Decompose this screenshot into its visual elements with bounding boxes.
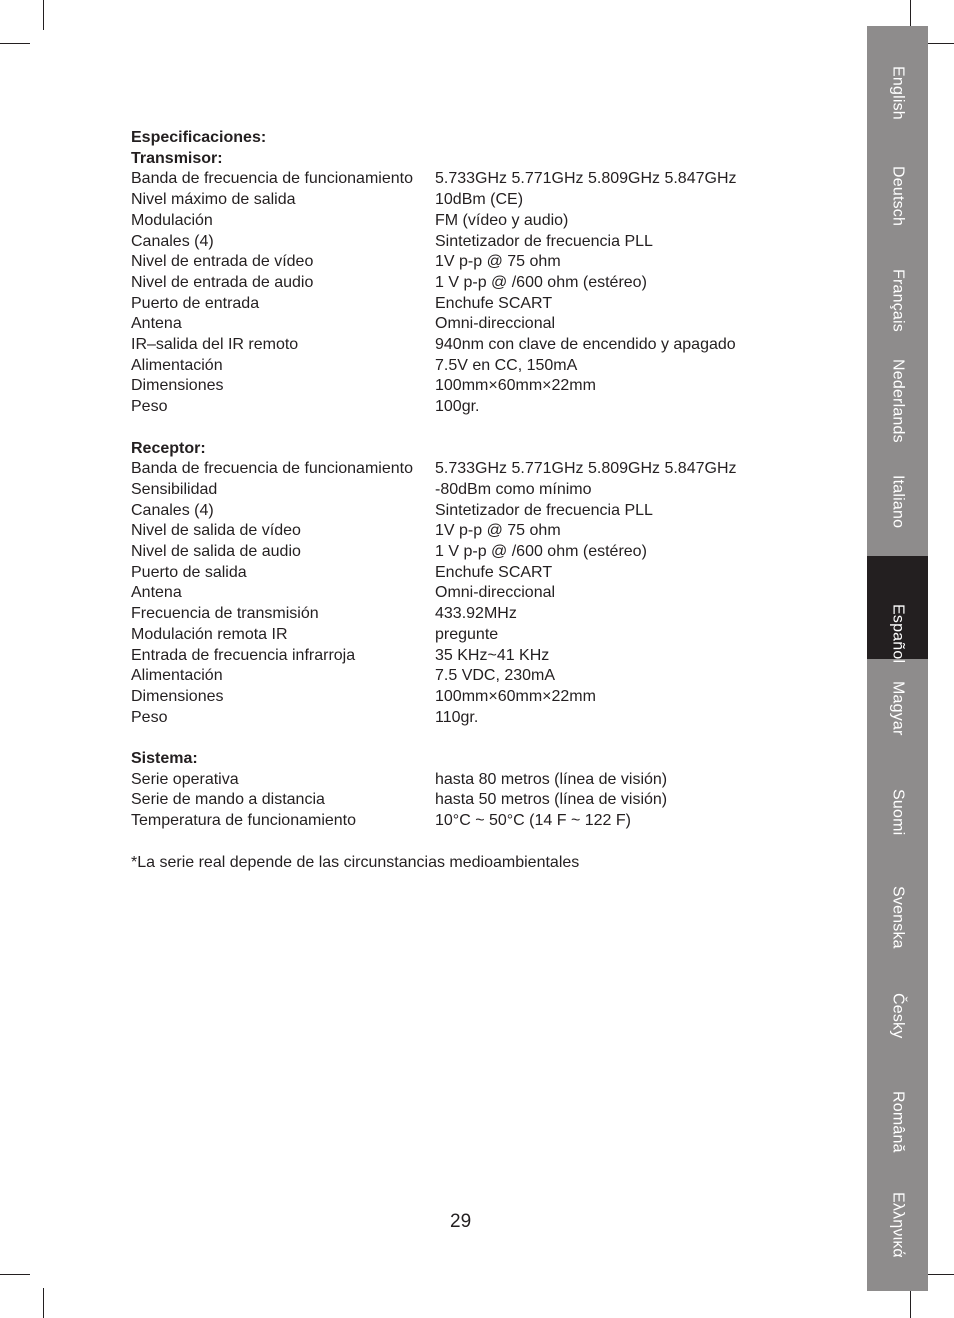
spec-value: 7.5 VDC, 230mA <box>435 667 556 685</box>
spec-value: Enchufe SCART <box>435 294 553 312</box>
spec-row <box>131 459 831 480</box>
crop-mark <box>924 1274 954 1275</box>
spec-row <box>131 169 831 190</box>
spec-value: 7.5V en CC, 150mA <box>435 356 578 374</box>
spec-label: Puerto de salida <box>131 563 247 581</box>
spec-row <box>131 335 831 356</box>
spec-value: hasta 50 metros (línea de visión) <box>435 791 668 809</box>
spec-label: Frecuencia de transmisión <box>131 605 319 623</box>
language-tab-label: Deutsch <box>889 166 907 227</box>
spec-label: Serie de mando a distancia <box>131 791 325 809</box>
spec-value: 940nm con clave de encendido y apagado <box>435 336 736 354</box>
spec-label: Antena <box>131 584 182 602</box>
system-heading: Sistema: <box>131 750 198 768</box>
language-tab[interactable] <box>867 126 928 229</box>
system-spec-list <box>131 770 831 832</box>
spec-label: Temperatura de funcionamiento <box>131 812 357 830</box>
spec-row <box>131 770 831 791</box>
spec-value: 110gr. <box>435 708 479 726</box>
language-tab-label: Nederlands <box>889 359 907 443</box>
transmitter-spec-list <box>131 169 831 417</box>
language-tab-label: Česky <box>889 993 907 1039</box>
spec-row <box>131 211 831 232</box>
page-number: 29 <box>450 1211 472 1232</box>
language-tab-strip <box>867 26 928 1291</box>
receiver-spec-list <box>131 459 831 728</box>
spec-value: 10°C ~ 50°C (14 F ~ 122 F) <box>435 812 631 830</box>
spec-label: Dimensiones <box>131 687 224 705</box>
language-tab-label: Magyar <box>889 681 907 736</box>
language-tab[interactable] <box>867 864 928 966</box>
spec-row <box>131 521 831 542</box>
crop-mark <box>0 43 30 44</box>
spec-value: 10dBm (CE) <box>435 191 524 209</box>
spec-value: hasta 80 metros (línea de visión) <box>435 770 668 788</box>
spec-row <box>131 687 831 708</box>
language-tab-label: Svenska <box>889 886 907 949</box>
language-tab-label: Ελληνικά <box>889 1192 907 1258</box>
spec-row <box>131 232 831 253</box>
spec-label: Canales (4) <box>131 501 214 519</box>
spec-value: Sintetizador de frecuencia PLL <box>435 232 653 250</box>
language-tab-label: Română <box>889 1091 907 1153</box>
specifications-section <box>131 128 831 873</box>
spec-value: Sintetizador de frecuencia PLL <box>435 501 653 519</box>
spec-label: Entrada de frecuencia infrarroja <box>131 646 356 664</box>
spec-row <box>131 356 831 377</box>
spec-value: 35 KHz~41 KHz <box>435 646 550 664</box>
spec-value: 100gr. <box>435 398 480 416</box>
language-tab-label: English <box>889 66 907 120</box>
spec-label: Banda de frecuencia de funcionamiento <box>131 460 413 478</box>
spec-label: Modulación <box>131 211 213 229</box>
specifications-heading: Especificaciones: <box>131 129 267 146</box>
spec-label: Serie operativa <box>131 770 239 788</box>
language-tab-label: Español <box>889 604 907 664</box>
crop-mark <box>43 0 44 30</box>
spec-label: Alimentación <box>131 667 223 685</box>
spec-row <box>131 397 831 418</box>
spec-value: 100mm×60mm×22mm <box>435 377 596 395</box>
crop-mark <box>43 1288 44 1318</box>
footnote: *La serie real depende de las circunstancias medioambientales <box>131 853 580 871</box>
spec-row <box>131 790 831 811</box>
spec-value: 1 V p-p @ /600 ohm (estéreo) <box>435 543 647 561</box>
spec-value: -80dBm como mínimo <box>435 480 592 498</box>
spec-row <box>131 646 831 667</box>
spec-label: Nivel de salida de vídeo <box>131 522 301 540</box>
spec-label: Banda de frecuencia de funcionamiento <box>131 170 413 188</box>
crop-mark <box>0 1274 30 1275</box>
spec-label: Peso <box>131 708 168 726</box>
language-tab[interactable] <box>867 966 928 1069</box>
spec-row <box>131 480 831 501</box>
language-tab-label: Suomi <box>889 789 907 836</box>
spec-value: 433.92MHz <box>435 605 517 623</box>
spec-label: Canales (4) <box>131 232 214 250</box>
spec-label: Antena <box>131 315 182 333</box>
spec-value: 100mm×60mm×22mm <box>435 687 596 705</box>
spec-label: Alimentación <box>131 356 223 374</box>
spec-label: Modulación remota IR <box>131 625 288 643</box>
transmitter-heading: Transmisor: <box>131 149 223 167</box>
spec-value: 5.733GHz 5.771GHz 5.809GHz 5.847GHz <box>435 460 737 478</box>
language-tab[interactable] <box>867 332 928 443</box>
receiver-heading: Receptor: <box>131 439 206 457</box>
language-tab[interactable] <box>867 435 928 556</box>
spec-value: 1V p-p @ 75 ohm <box>435 253 561 271</box>
language-tab[interactable] <box>867 1069 928 1172</box>
language-tab-label: Italiano <box>889 475 907 529</box>
language-tab[interactable] <box>867 26 928 126</box>
spec-row <box>131 604 831 625</box>
spec-row <box>131 190 831 211</box>
spec-row <box>131 666 831 687</box>
crop-mark <box>924 43 954 44</box>
language-tab[interactable] <box>867 659 928 761</box>
spec-label: Nivel máximo de salida <box>131 191 296 209</box>
spec-label: Puerto de entrada <box>131 294 260 312</box>
spec-row <box>131 583 831 604</box>
spec-label: Sensibilidad <box>131 480 218 498</box>
spec-value: FM (vídeo y audio) <box>435 211 569 229</box>
spec-row <box>131 542 831 563</box>
spec-row <box>131 563 831 584</box>
spec-value: Omni-direccional <box>435 584 556 602</box>
spec-value: 1V p-p @ 75 ohm <box>435 522 561 540</box>
language-tab[interactable] <box>867 229 928 332</box>
language-tab-label: Français <box>889 269 907 332</box>
spec-value: pregunte <box>435 625 499 643</box>
spec-value: Enchufe SCART <box>435 563 553 581</box>
language-tab[interactable] <box>867 1172 928 1291</box>
language-tab[interactable] <box>867 556 928 664</box>
spec-row <box>131 273 831 294</box>
spec-label: Peso <box>131 398 168 416</box>
spec-value: 5.733GHz 5.771GHz 5.809GHz 5.847GHz <box>435 170 737 188</box>
spec-row <box>131 252 831 273</box>
spec-label: Nivel de salida de audio <box>131 543 301 561</box>
crop-mark <box>910 1288 911 1318</box>
spec-row <box>131 708 831 729</box>
spec-label: Dimensiones <box>131 377 224 395</box>
spec-row <box>131 294 831 315</box>
spec-row <box>131 501 831 522</box>
spec-row <box>131 314 831 335</box>
spec-row <box>131 811 831 832</box>
language-tab[interactable] <box>867 761 928 864</box>
spec-row <box>131 625 831 646</box>
spec-value: 1 V p-p @ /600 ohm (estéreo) <box>435 273 647 291</box>
spec-label: IR–salida del IR remoto <box>131 336 299 354</box>
spec-label: Nivel de entrada de vídeo <box>131 253 314 271</box>
spec-value: Omni-direccional <box>435 315 556 333</box>
spec-row <box>131 376 831 397</box>
spec-label: Nivel de entrada de audio <box>131 273 314 291</box>
